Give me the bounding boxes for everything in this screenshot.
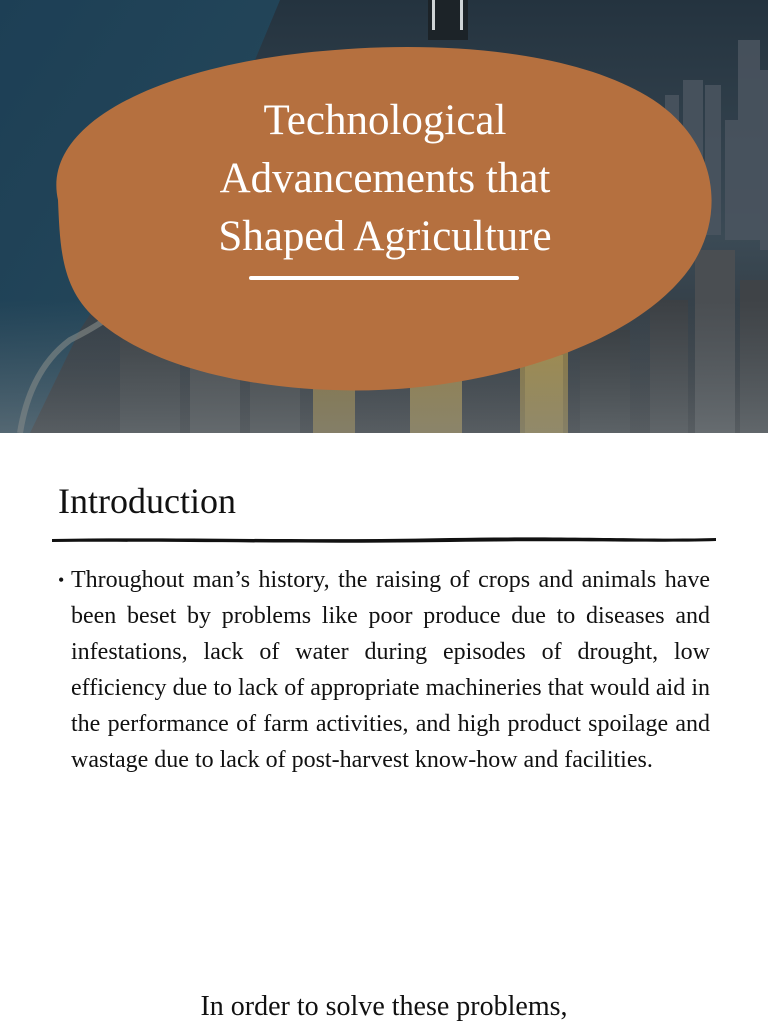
heading-divider [50, 534, 718, 544]
title-line: Advancements that [219, 155, 551, 202]
bullet-list [58, 562, 710, 778]
section-heading: Introduction [58, 481, 236, 521]
title-line: Technological [263, 97, 507, 144]
bullet-marker: • [58, 570, 65, 590]
slide-title [130, 92, 640, 266]
title-slide [0, 0, 768, 433]
bullet-text: Throughout man’s history, the raising of crops and animals have been beset by problems like poor produce due to diseases and infestations, lack of water during episodes of drought, low efficiency due to lack of appropriate machineries that would aid in the performance of farm activities, and high product spoilage and wastage due to lack of post-harvest know-how and facilities. [71, 567, 710, 773]
title-line: Shaped Agriculture [218, 213, 552, 260]
next-slide-text: In order to solve these problems, [200, 991, 568, 1022]
content-slide [0, 433, 768, 1024]
title-underline [249, 276, 519, 280]
list-item [58, 562, 710, 778]
